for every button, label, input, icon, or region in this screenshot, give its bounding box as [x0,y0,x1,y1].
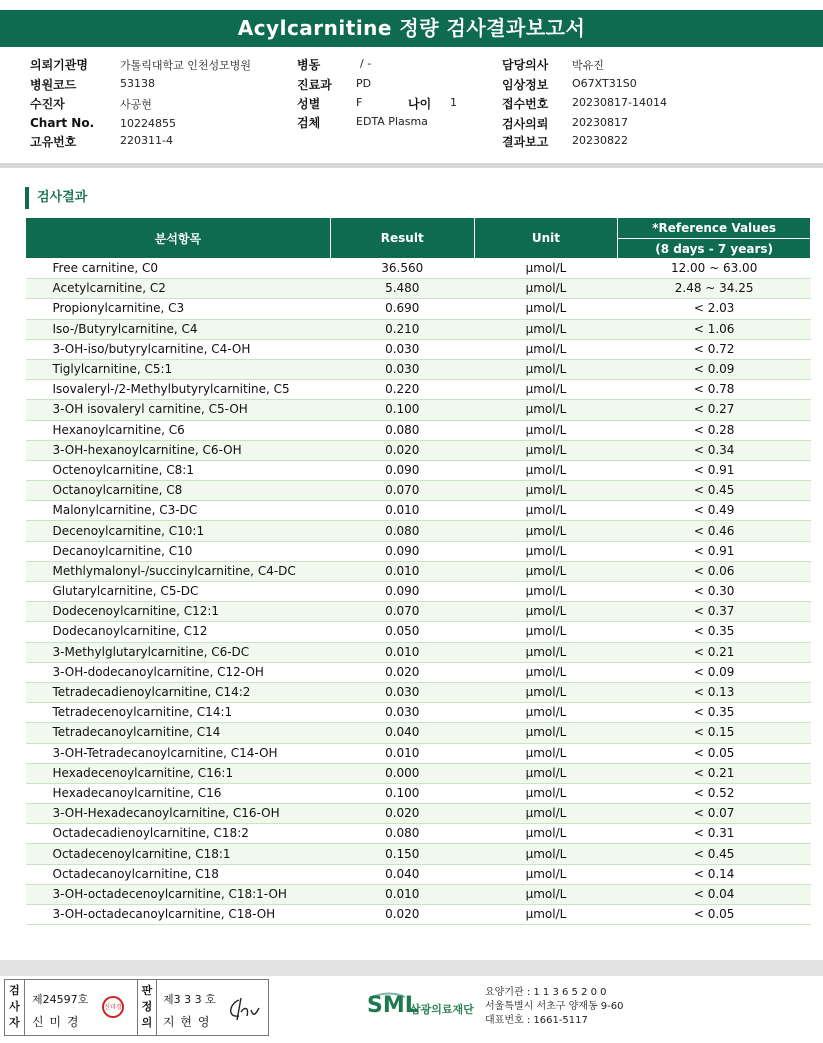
unit-value: μmol/L [474,763,618,783]
patient-label: 수진자 [30,97,65,111]
reference-value: < 0.91 [618,541,811,561]
reviewer-label [137,980,157,1035]
result-value: 0.030 [330,359,474,379]
reference-value: < 0.34 [618,440,811,460]
sex-label: 성별 [297,97,321,111]
table-row [26,299,811,319]
org-info [485,986,624,1028]
table-row [26,380,811,400]
analyte-name: Tetradecenoylcarnitine, C14:1 [26,703,331,723]
result-value: 0.000 [330,763,474,783]
analyte-name: Propionylcarnitine, C3 [26,299,331,319]
examiner-seal-text: 신미경 [104,1004,122,1011]
dept-value: PD [356,77,372,90]
sml-logo-text: SML [367,993,419,1018]
result-value: 0.010 [330,501,474,521]
unit-value: μmol/L [474,824,618,844]
result-value: 0.020 [330,440,474,460]
unit-value: μmol/L [474,743,618,763]
chart-no-label: Chart No. [30,116,95,130]
specimen-label: 검체 [297,116,321,130]
report-title: Acylcarnitine 정량 검사결과보고서 [0,10,823,47]
unit-value: μmol/L [474,905,618,925]
table-row [26,703,811,723]
result-value: 0.690 [330,299,474,319]
result-value: 0.150 [330,844,474,864]
age-label: 나이 [408,97,432,111]
analyte-name: 3-OH isovaleryl carnitine, C5-OH [26,400,331,420]
examiner-vert-text: 검사자 [9,984,20,1029]
result-value: 0.040 [330,864,474,884]
unit-value: μmol/L [474,380,618,400]
unit-value: μmol/L [474,501,618,521]
result-value: 0.080 [330,521,474,541]
results-body [26,259,811,925]
result-value: 0.090 [330,541,474,561]
analyte-name: 3-OH-Tetradecanoylcarnitine, C14-OH [26,743,331,763]
reference-value: < 0.15 [618,723,811,743]
reference-value: < 0.91 [618,460,811,480]
reviewer-vert-text: 판정의 [141,984,153,1029]
reference-value: < 2.03 [618,299,811,319]
chart-no-value: 10224855 [120,117,176,130]
report-footer [0,976,823,1043]
reference-value: < 0.49 [618,501,811,521]
result-value: 0.070 [330,602,474,622]
unit-value: μmol/L [474,582,618,602]
receipt-no-value: 20230817-14014 [572,96,667,109]
header-unit: Unit [474,218,618,259]
analyte-name: Octenoylcarnitine, C8:1 [26,460,331,480]
analyte-name: Tetradecanoylcarnitine, C14 [26,723,331,743]
patient-value: 사공현 [120,98,152,111]
unit-value: μmol/L [474,703,618,723]
unit-value: μmol/L [474,481,618,501]
reference-value: < 0.09 [618,359,811,379]
result-value: 0.020 [330,804,474,824]
unit-value: μmol/L [474,602,618,622]
table-row [26,662,811,682]
examiner-license: 제24597호 [32,993,89,1006]
reference-value: < 0.13 [618,682,811,702]
result-value: 0.090 [330,460,474,480]
unit-value: μmol/L [474,259,618,279]
reference-value: < 0.28 [618,420,811,440]
analyte-name: Methlymalonyl-/succinylcarnitine, C4-DC [26,561,331,581]
examiner-label [5,980,25,1035]
table-row [26,602,811,622]
result-value: 0.030 [330,703,474,723]
unit-value: μmol/L [474,682,618,702]
unit-value: μmol/L [474,884,618,904]
reference-value: < 0.05 [618,905,811,925]
reference-value: < 0.14 [618,864,811,884]
table-row [26,723,811,743]
analyte-name: 3-OH-octadecenoylcarnitine, C18:1-OH [26,884,331,904]
reference-value: < 0.21 [618,763,811,783]
reviewer-name: 지 현 영 [163,1015,211,1029]
sex-value: F [356,96,363,109]
analyte-name: Tiglylcarnitine, C5:1 [26,359,331,379]
table-row [26,460,811,480]
analyte-name: Glutarylcarnitine, C5-DC [26,582,331,602]
result-value: 0.100 [330,783,474,803]
reviewer-license: 제3 3 3 호 [163,993,216,1006]
reference-value: < 0.45 [618,844,811,864]
table-row [26,279,811,299]
result-value: 0.010 [330,884,474,904]
reference-value: < 0.52 [618,783,811,803]
result-value: 0.100 [330,400,474,420]
unique-no-label: 고유번호 [30,135,77,149]
analyte-name: Dodecanoylcarnitine, C12 [26,622,331,642]
unit-value: μmol/L [474,844,618,864]
table-row [26,359,811,379]
table-row [26,259,811,279]
table-row [26,884,811,904]
result-value: 0.080 [330,824,474,844]
table-row [26,743,811,763]
table-row [26,824,811,844]
footer-divider [0,960,823,976]
analyte-name: Octadecenoylcarnitine, C18:1 [26,844,331,864]
unit-value: μmol/L [474,299,618,319]
table-row [26,804,811,824]
hospital-code-value: 53138 [120,77,155,90]
unit-value: μmol/L [474,723,618,743]
table-row [26,420,811,440]
section-title: 검사결과 [25,187,87,209]
result-value: 0.210 [330,319,474,339]
clinical-info-value: O67XT31S0 [572,77,637,90]
examiner-seal [102,996,124,1018]
age-value: 1 [450,96,457,109]
analyte-name: Hexadecenoylcarnitine, C16:1 [26,763,331,783]
unit-value: μmol/L [474,622,618,642]
result-value: 0.020 [330,905,474,925]
table-row [26,339,811,359]
analyte-name: Dodecenoylcarnitine, C12:1 [26,602,331,622]
result-value: 0.220 [330,380,474,400]
ward-value: / - [360,57,372,70]
examiner-name: 신 미 경 [32,1015,80,1029]
unit-value: μmol/L [474,339,618,359]
analyte-name: Hexanoylcarnitine, C6 [26,420,331,440]
signature-box [4,979,269,1036]
unit-value: μmol/L [474,460,618,480]
analyte-name: Hexadecanoylcarnitine, C16 [26,783,331,803]
result-value: 0.010 [330,743,474,763]
table-row [26,682,811,702]
result-value: 0.010 [330,642,474,662]
result-value: 5.480 [330,279,474,299]
header-reference-range: (8 days - 7 years) [618,239,811,259]
dept-label: 진료과 [297,78,332,92]
reference-value: < 0.35 [618,703,811,723]
result-value: 0.050 [330,622,474,642]
doctor-value: 박유진 [572,59,604,72]
ward-label: 병동 [297,58,321,72]
reviewer-signature [225,994,261,1024]
analyte-name: Octadecadienoylcarnitine, C18:2 [26,824,331,844]
analyte-name: Iso-/Butyrylcarnitine, C4 [26,319,331,339]
analyte-name: Malonylcarnitine, C3-DC [26,501,331,521]
info-divider [0,163,823,168]
analyte-name: Free carnitine, C0 [26,259,331,279]
unique-no-value: 220311-4 [120,134,173,147]
header-item: 분석항목 [26,218,331,259]
analyte-name: 3-Methylglutarylcarnitine, C6-DC [26,642,331,662]
result-value: 36.560 [330,259,474,279]
reference-value: < 0.78 [618,380,811,400]
reference-value: < 0.30 [618,582,811,602]
analyte-name: Octadecanoylcarnitine, C18 [26,864,331,884]
request-date-label: 검사의뢰 [502,117,549,131]
analyte-name: 3-OH-octadecanoylcarnitine, C18-OH [26,905,331,925]
analyte-name: 3-OH-Hexadecanoylcarnitine, C16-OH [26,804,331,824]
reference-value: 2.48 ~ 34.25 [618,279,811,299]
table-row [26,763,811,783]
unit-value: μmol/L [474,561,618,581]
unit-value: μmol/L [474,662,618,682]
analyte-name: 3-OH-iso/butyrylcarnitine, C4-OH [26,339,331,359]
unit-value: μmol/L [474,521,618,541]
org-code: 요양기관 : 1 1 3 6 5 2 0 0 [485,987,607,998]
table-row [26,501,811,521]
table-row [26,783,811,803]
result-value: 0.090 [330,582,474,602]
table-row [26,521,811,541]
result-value: 0.010 [330,561,474,581]
doctor-label: 담당의사 [502,58,549,72]
reference-value: < 0.35 [618,622,811,642]
table-row [26,541,811,561]
reference-value: < 0.07 [618,804,811,824]
reference-value: 12.00 ~ 63.00 [618,259,811,279]
reference-value: < 0.31 [618,824,811,844]
table-row [26,905,811,925]
result-value: 0.020 [330,662,474,682]
unit-value: μmol/L [474,642,618,662]
report-date-value: 20230822 [572,134,628,147]
table-row [26,319,811,339]
specimen-value: EDTA Plasma [356,115,428,128]
table-row [26,642,811,662]
table-row [26,481,811,501]
reference-value: < 0.06 [618,561,811,581]
clinical-info-label: 임상정보 [502,78,549,92]
reference-value: < 0.45 [618,481,811,501]
reference-value: < 0.05 [618,743,811,763]
report-date-label: 결과보고 [502,135,549,149]
analyte-name: Acetylcarnitine, C2 [26,279,331,299]
unit-value: μmol/L [474,783,618,803]
result-value: 0.030 [330,682,474,702]
reference-value: < 0.72 [618,339,811,359]
table-row [26,440,811,460]
unit-value: μmol/L [474,541,618,561]
table-row [26,582,811,602]
results-table [25,217,811,925]
result-value: 0.030 [330,339,474,359]
unit-value: μmol/L [474,400,618,420]
result-value: 0.080 [330,420,474,440]
result-value: 0.070 [330,481,474,501]
analyte-name: Decanoylcarnitine, C10 [26,541,331,561]
analyte-name: Decenoylcarnitine, C10:1 [26,521,331,541]
analyte-name: Tetradecadienoylcarnitine, C14:2 [26,682,331,702]
unit-value: μmol/L [474,864,618,884]
unit-value: μmol/L [474,440,618,460]
reference-value: < 0.09 [618,662,811,682]
header-result: Result [330,218,474,259]
reference-value: < 0.21 [618,642,811,662]
analyte-name: Octanoylcarnitine, C8 [26,481,331,501]
table-row [26,622,811,642]
request-date-value: 20230817 [572,116,628,129]
table-row [26,844,811,864]
org-phone: 대표번호 : 1661-5117 [485,1015,588,1026]
analyte-name: Isovaleryl-/2-Methylbutyrylcarnitine, C5 [26,380,331,400]
org-address: 서울특별시 서초구 양재동 9-60 [485,1001,624,1012]
table-row [26,561,811,581]
result-value: 0.040 [330,723,474,743]
reference-value: < 0.46 [618,521,811,541]
patient-info-panel [0,50,823,163]
reference-value: < 0.27 [618,400,811,420]
requesting-org-label: 의뢰기관명 [30,58,88,72]
requesting-org-value: 가톨릭대학교 인천성모병원 [120,59,252,72]
hospital-code-label: 병원코드 [30,78,77,92]
receipt-no-label: 접수번호 [502,97,549,111]
reference-value: < 0.37 [618,602,811,622]
unit-value: μmol/L [474,804,618,824]
reference-value: < 0.04 [618,884,811,904]
foundation-name: 삼광의료재단 [410,1003,474,1016]
reference-value: < 1.06 [618,319,811,339]
analyte-name: 3-OH-dodecanoylcarnitine, C12-OH [26,662,331,682]
table-row [26,864,811,884]
unit-value: μmol/L [474,420,618,440]
unit-value: μmol/L [474,279,618,299]
header-reference: *Reference Values [618,218,811,239]
table-row [26,400,811,420]
unit-value: μmol/L [474,359,618,379]
analyte-name: 3-OH-hexanoylcarnitine, C6-OH [26,440,331,460]
unit-value: μmol/L [474,319,618,339]
